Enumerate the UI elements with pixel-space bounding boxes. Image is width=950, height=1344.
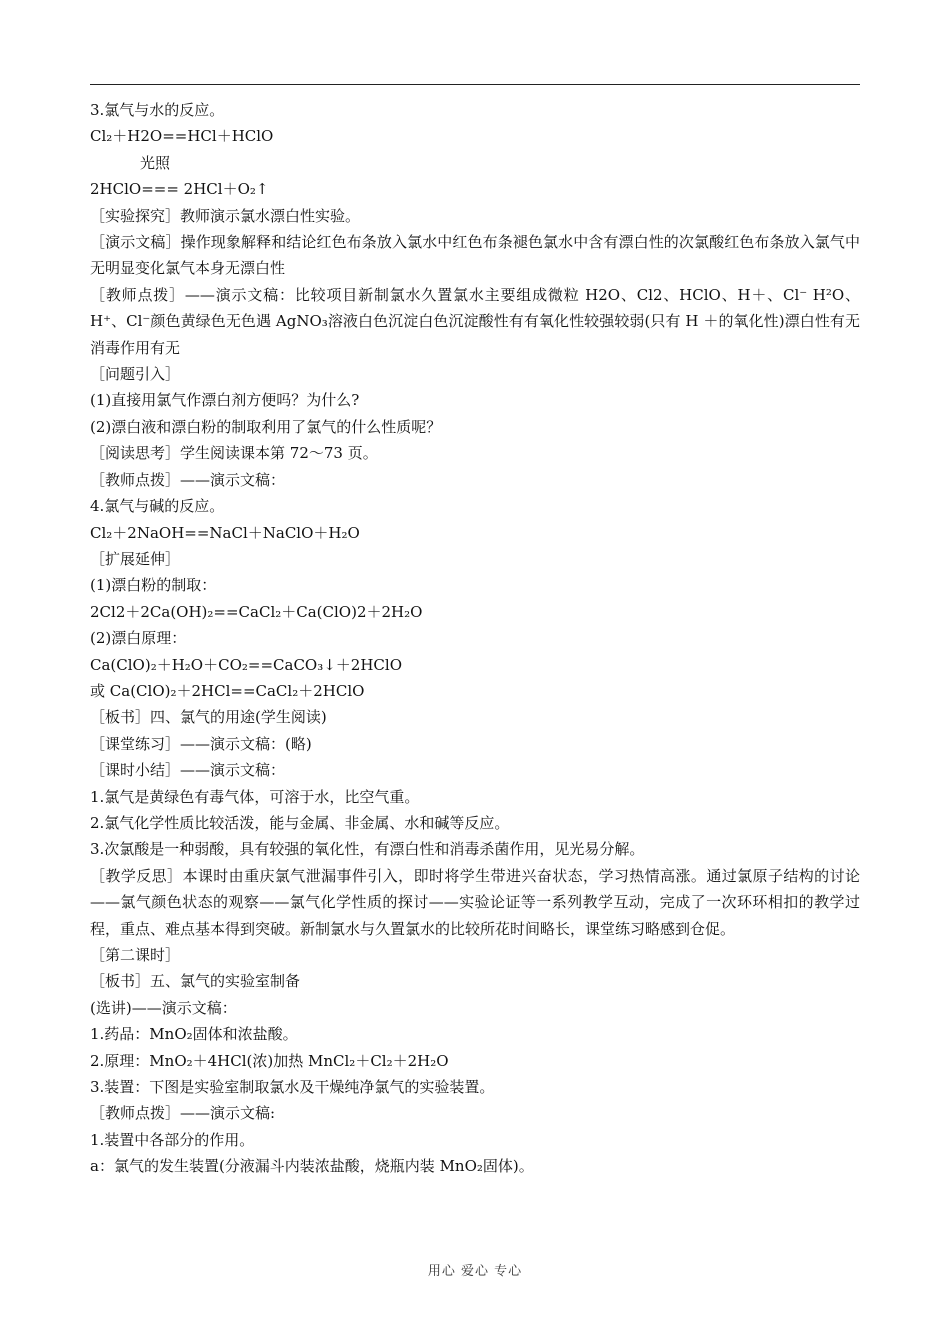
section-heading: 4.氯气与碱的反应。 [90,497,225,516]
paragraph: (2)漂白原理： [90,629,187,648]
list-item: 1.药品：MnO₂固体和浓盐酸。 [90,1025,298,1044]
equation: 或 Ca(ClO)₂＋2HCl==CaCl₂＋2HClO [90,681,365,700]
paragraph: ［教师点拨］——演示文稿： [90,470,286,489]
paragraph: ［第二课时］ [90,946,181,964]
paragraph: ［阅读思考］学生阅读课本第 72～73 页。 [90,444,378,463]
equation: Ca(ClO)₂＋H₂O＋CO₂==CaCO₃↓＋2HClO [90,655,402,674]
page-footer: 用心 爱心 专心 [427,1264,523,1279]
equation: Cl₂＋H2O==HCl＋HClO [90,127,274,146]
paragraph: (选讲)——演示文稿： [90,998,237,1017]
paragraph: ［演示文稿］操作现象解释和结论红色布条放入氯水中红色布条褪色氯水中含有漂白性的次氯酸红色布条放入氯气中无明显变化氯气本身无漂白性 [90,233,860,278]
header-rule [90,84,860,85]
paragraph: (1)漂白粉的制取： [90,576,217,595]
equation: Cl₂＋2NaOH==NaCl＋NaClO＋H₂O [90,523,360,542]
paragraph: (1)直接用氯气作漂白剂方便吗？为什么? [90,391,360,410]
paragraph: ［教师点拨］——演示文稿: [90,1104,276,1123]
list-item: 1.装置中各部分的作用。 [90,1130,255,1149]
list-item: 1.氯气是黄绿色有毒气体，可溶于水，比空气重。 [90,787,420,806]
paragraph: ［扩展延伸］ [90,549,181,568]
equation: 2HClO=== 2HCl＋O₂↑ [90,180,269,199]
paragraph: ［实验探究］教师演示氯水漂白性实验。 [90,206,361,225]
paragraph: ［课时小结］——演示文稿： [90,761,286,780]
paragraph: ［板书］五、氯气的实验室制备 [90,972,301,991]
document-body [90,97,860,1180]
paragraph: (2)漂白液和漂白粉的制取利用了氯气的什么性质呢？ [90,417,442,436]
paragraph: ［课堂练习］——演示文稿：(略) [90,734,312,753]
paragraph: ［教学反思］本课时由重庆氯气泄漏事件引入，即时将学生带进兴奋状态，学习热情高涨。通过氯原子结构的讨论——氯气颜色状态的观察——氯气化学性质的探讨——实验论证等一系列教学互动，完成了一次环环相扣的教学过程，重点、难点基本得到突破。新制氯水与久置氯水的比较所花时间略长，课堂练习略感到仓促。 [90,866,860,938]
list-item: a：氯气的发生装置(分液漏斗内装浓盐酸，烧瓶内装 MnO₂固体)。 [90,1157,534,1176]
section-heading: 3.氯气与水的反应。 [90,101,225,119]
equation: 2Cl2＋2Ca(OH)₂==CaCl₂＋Ca(ClO)2＋2H₂O [90,602,423,621]
list-item: 2.原理：MnO₂＋4HCl(浓)加热 MnCl₂＋Cl₂＋2H₂O [90,1051,449,1070]
list-item: 3.次氯酸是一种弱酸，具有较强的氧化性，有漂白性和消毒杀菌作用，见光易分解。 [90,840,645,859]
reaction-condition: 光照 [140,153,171,172]
list-item: 3.装置：下图是实验室制取氯水及干燥纯净氯气的实验装置。 [90,1078,495,1097]
paragraph: ［板书］四、氯气的用途(学生阅读) [90,708,327,727]
list-item: 2.氯气化学性质比较活泼，能与金属、非金属、水和碱等反应。 [90,813,510,832]
paragraph: ［问题引入］ [90,365,181,384]
paragraph: ［教师点拨］——演示文稿：比较项目新制氯水久置氯水主要组成微粒 H2O、Cl2、HClO、H＋、Cl⁻ H²O、H⁺、Cl⁻颜色黄绿色无色遇 AgNO₃溶液白色沉淀白色沉淀酸性有有氧化性较强较弱(只有 H ＋的氧化性)漂白性有无消毒作用有无 [90,285,860,357]
